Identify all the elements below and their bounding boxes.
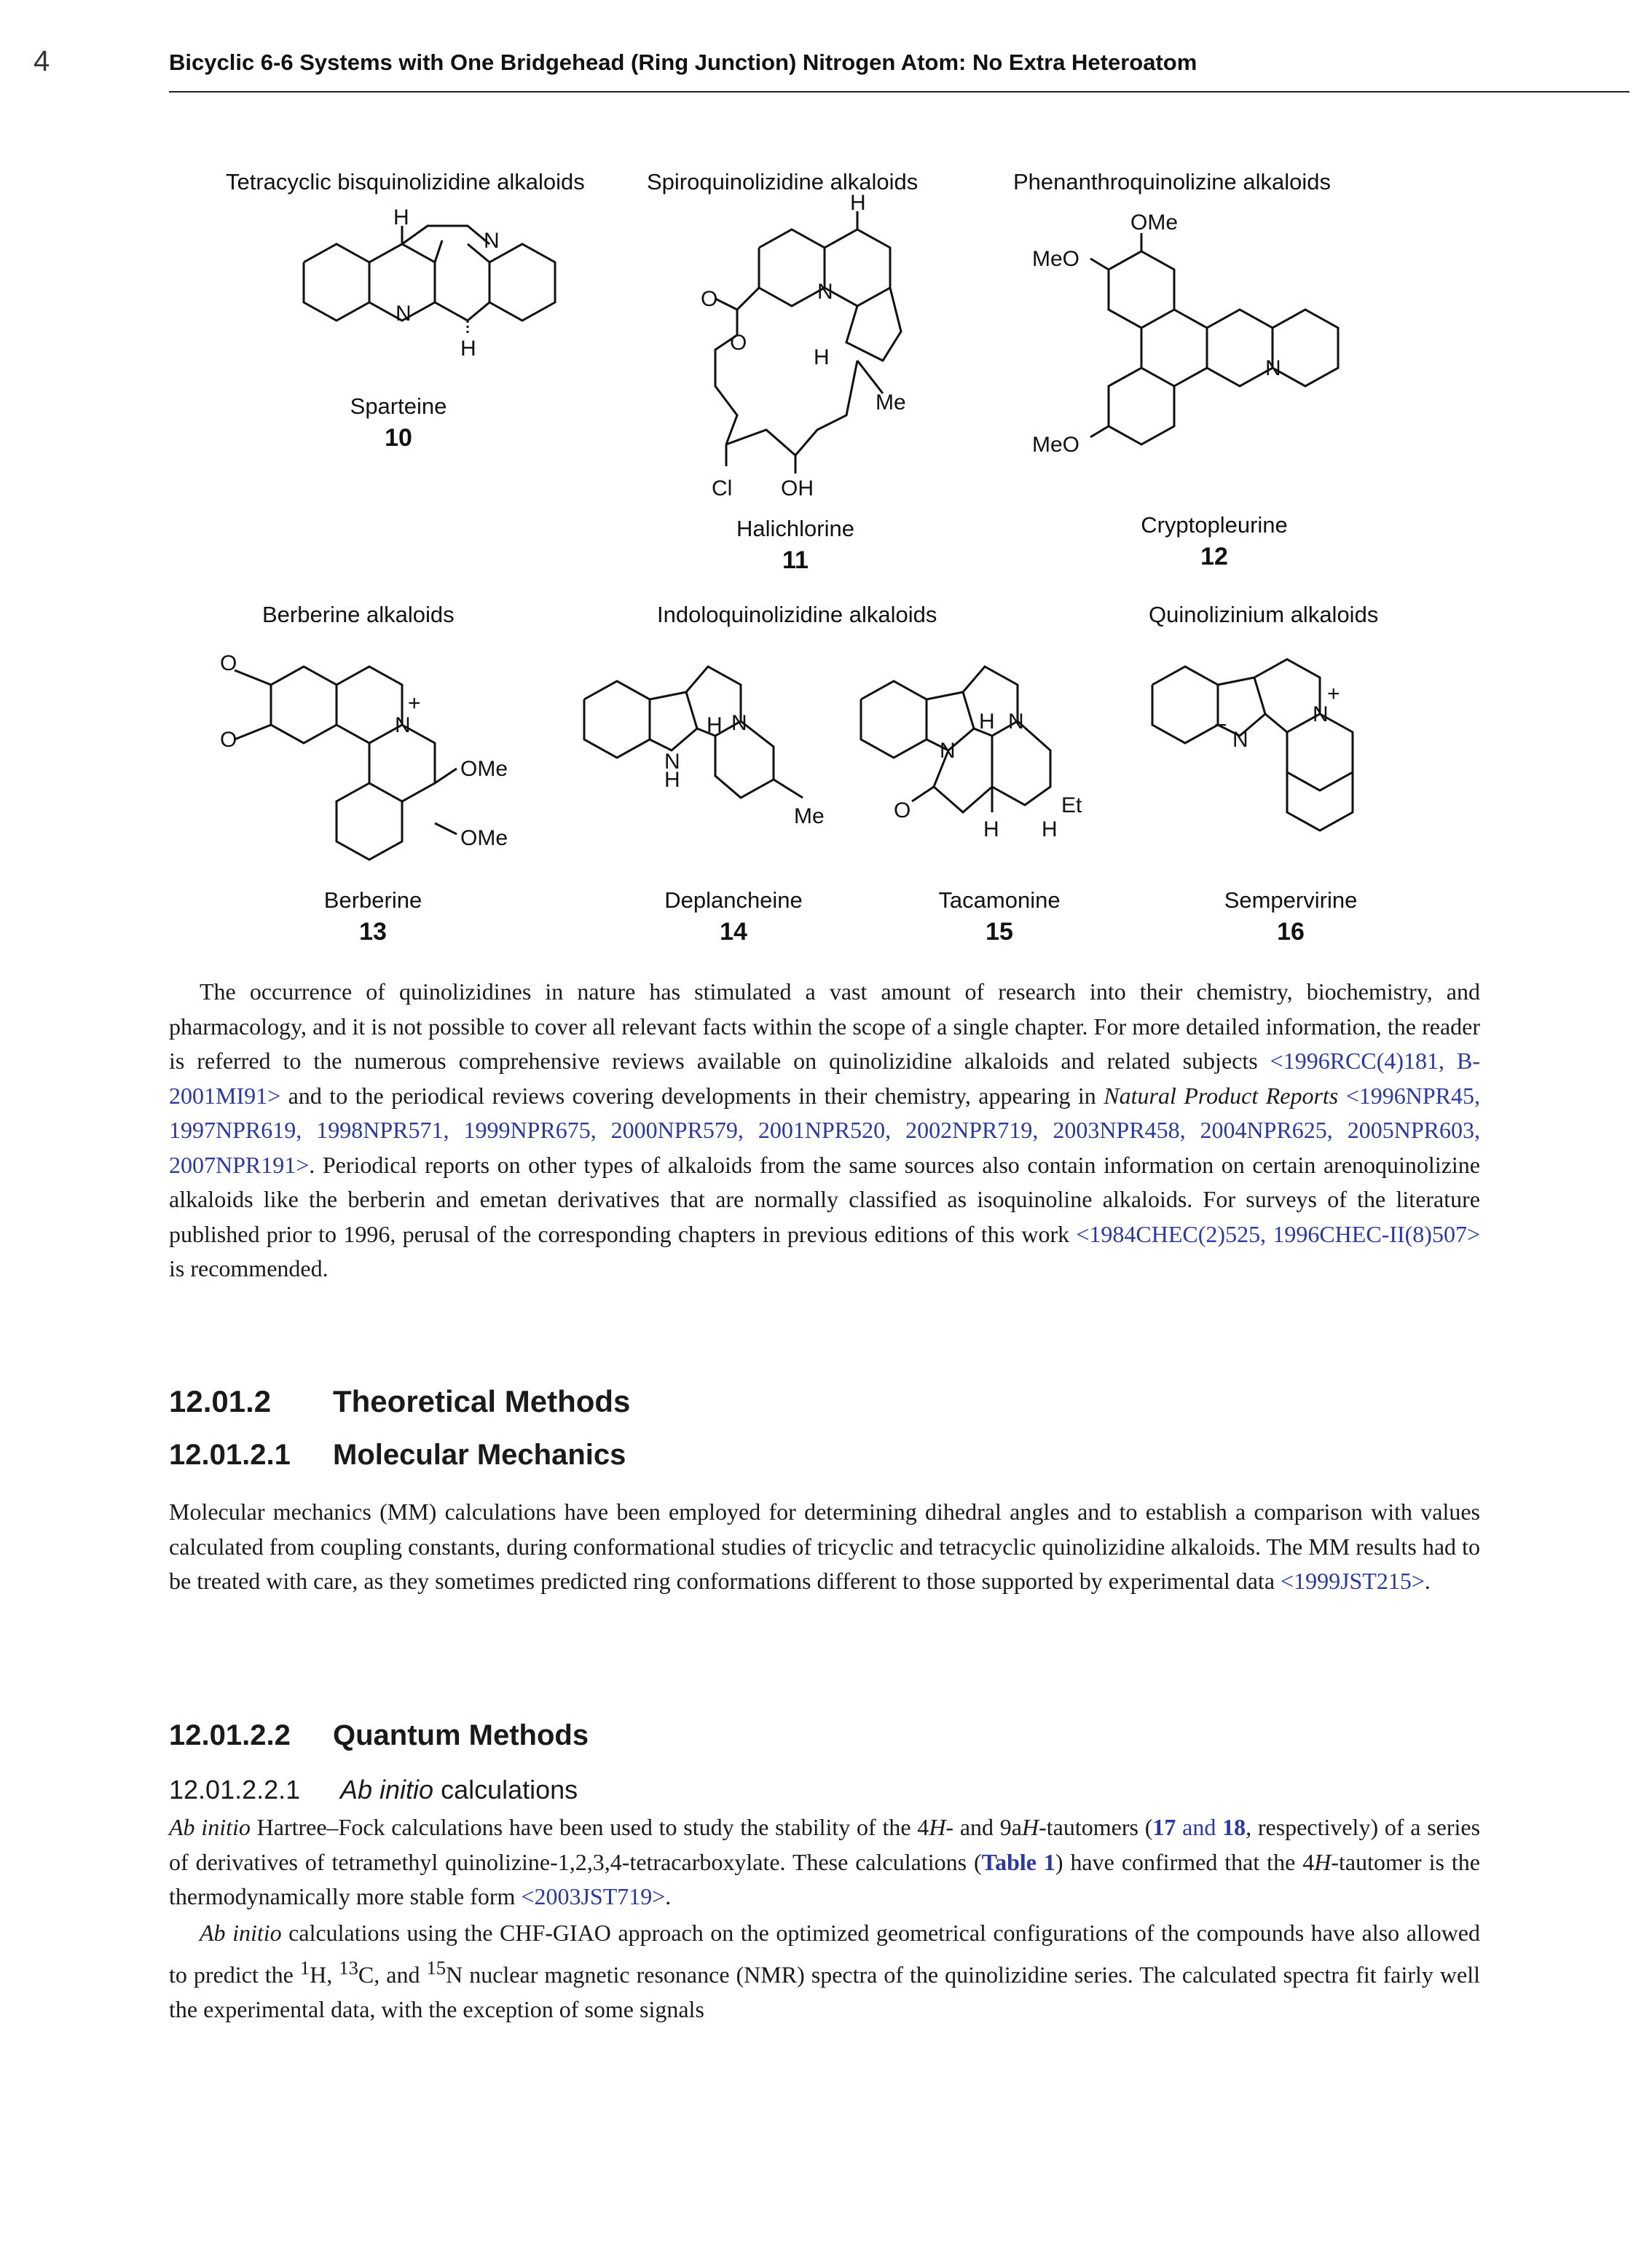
atom-h: H	[814, 345, 830, 369]
berberine-structure	[213, 641, 548, 881]
atom-n: N	[1008, 710, 1024, 734]
atom-me: Me	[794, 804, 825, 828]
page-number: 4	[34, 45, 50, 77]
atom-meo: MeO	[1032, 433, 1080, 457]
citation-link[interactable]: <1996NPR45, 1997NPR619, 1998NPR571, 1999NPR675, 2000NPR579, 2001NPR520, 2002NPR719, 2003NPR458, 2004NPR625, 2005NPR603, 2007NPR191>	[169, 1082, 1480, 1178]
alkaloid-structures-figure	[169, 153, 1480, 969]
atom-n: N	[731, 711, 747, 735]
atom-h: H	[664, 768, 680, 792]
compound-name: Deplancheine	[664, 887, 803, 913]
atom-o: O	[894, 798, 911, 822]
atom-h: H	[707, 713, 723, 737]
atom-ome: OMe	[460, 826, 508, 850]
caption-quinolizinium: Quinolizinium alkaloids	[1149, 602, 1379, 627]
compound-name: Tacamonine	[938, 887, 1061, 913]
atom-h: H	[1042, 817, 1058, 841]
citation-link[interactable]: <1999JST215>	[1281, 1568, 1425, 1594]
atom-n: N	[1232, 728, 1248, 752]
atom-n: N	[1265, 356, 1281, 380]
atom-h: H	[393, 205, 409, 229]
compound-number: 11	[782, 546, 809, 574]
atom-oh: OH	[781, 476, 814, 500]
atom-n: N	[396, 302, 412, 326]
compound-link[interactable]: 18	[1222, 1814, 1246, 1840]
caption-spiroquinolizidine: Spiroquinolizidine alkaloids	[647, 169, 919, 195]
cryptopleurine-structure	[1025, 204, 1345, 510]
body-paragraph-mm: Molecular mechanics (MM) calculations have been employed for determining dihedral angles and to establish a comparison with values calculated from coupling constants, during conformational studies of tricyclic and tetracyclic quinolizidine alkaloids. The MM results had to be treated with care, as they sometimes predicted ring conformations different to those supported by experimental data <1999JST215>.	[169, 1499, 1480, 1594]
subsection-heading: 12.01.2.1 Molecular Mechanics	[169, 1439, 626, 1471]
atom-n: N	[1313, 702, 1329, 726]
compound-name: Halichlorine	[736, 516, 854, 541]
atom-n: N	[664, 750, 680, 774]
charge-plus: +	[408, 691, 421, 715]
atom-h: H	[850, 191, 866, 215]
citation-link[interactable]: <1984CHEC(2)525, 1996CHEC-II(8)507>	[1076, 1220, 1481, 1247]
compound-number: 16	[1277, 918, 1305, 946]
running-title: Bicyclic 6-6 Systems with One Bridgehead (Ring Junction) Nitrogen Atom: No Extra Heteroatom	[169, 50, 1197, 75]
compound-number: 13	[359, 918, 387, 946]
sempervirine-structure	[1145, 641, 1451, 881]
atom-h: H	[983, 817, 999, 841]
atom-meo: MeO	[1032, 247, 1080, 271]
atom-cl: Cl	[712, 476, 733, 500]
body-paragraph-abinitio: Ab initio Hartree–Fock calculations have been used to study the stability of the 4H- and 9aH-tautomers (17 and 18, respectively) of a series of derivatives of tetramethyl quinolizine-1,2,3,4-tetracarboxylate. These calculations (Table 1) have confirmed that the 4H-tautomer is the thermodynamically more stable form <2003JST719>.	[169, 1814, 1481, 1909]
charge-minus: −	[1214, 713, 1227, 737]
compound-number: 14	[720, 918, 747, 946]
sparteine-structure	[300, 205, 577, 361]
atom-n: N	[817, 280, 833, 304]
atom-h: H	[460, 337, 476, 361]
atom-me: Me	[876, 390, 906, 415]
subsection-heading: 12.01.2.2 Quantum Methods	[169, 1719, 589, 1751]
atom-ome: OMe	[1130, 211, 1179, 235]
atom-o: O	[701, 287, 718, 311]
atom-o: O	[730, 331, 747, 355]
header-rule	[169, 91, 1629, 93]
subsubsection-heading: 12.01.2.2.1 Ab initio calculations	[169, 1775, 578, 1805]
atom-et: Et	[1061, 793, 1082, 817]
atom-h: H	[979, 710, 995, 734]
atom-n: N	[940, 739, 956, 763]
body-paragraph-nmr: Ab initio calculations using the CHF-GIAO approach on the optimized geometrical configurations of the compounds have also allowed to predict the $^1$H, $^{13}$C, and $^{15}$N nuclear magnetic resonance (NMR) spectra of the quinolizidine series. The calculated spectra fit fairly well the experimental data, with the exception of some signals	[169, 1920, 1481, 2022]
atom-ome: OMe	[460, 757, 508, 781]
halichlorine-structure	[672, 191, 934, 510]
atom-n: N	[484, 229, 500, 253]
compound-name: Cryptopleurine	[1141, 512, 1288, 538]
compound-number: 12	[1200, 543, 1228, 570]
atom-o: O	[220, 651, 237, 675]
compound-name: Sparteine	[350, 393, 447, 419]
charge-plus: +	[1327, 682, 1340, 706]
atom-o: O	[220, 728, 237, 752]
caption-berberine: Berberine alkaloids	[262, 602, 455, 627]
citation-link[interactable]: <1996RCC(4)181, B-2001MI91>	[169, 1048, 1481, 1109]
citation-link[interactable]: <2003JST719>	[521, 1883, 666, 1909]
deplancheine-structure	[577, 648, 883, 889]
caption-phenanthroquinolizine: Phenanthroquinolizine alkaloids	[1013, 169, 1332, 195]
page-header	[0, 0, 1652, 102]
compound-number: 15	[986, 918, 1013, 946]
caption-indoloquinolizidine: Indoloquinolizidine alkaloids	[657, 602, 937, 627]
section-heading: 12.01.2 Theoretical Methods	[169, 1384, 631, 1418]
atom-n: N	[395, 713, 411, 737]
compound-name: Sempervirine	[1224, 887, 1358, 913]
compound-link[interactable]: 17	[1152, 1814, 1176, 1840]
compound-number: 10	[385, 424, 412, 452]
tacamonine-structure	[854, 656, 1160, 896]
table-link[interactable]: Table 1	[981, 1848, 1055, 1875]
caption-bisquinolizidine: Tetracyclic bisquinolizidine alkaloids	[226, 169, 585, 195]
body-paragraph-intro: The occurrence of quinolizidines in nature has stimulated a vast amount of research into their chemistry, biochemistry, and pharmacology, and it is not possible to cover all relevant facts within the scope of a single chapter. For more detailed information, the reader is referred to the numerous comprehensive reviews available on quinolizidine alkaloids and related subjects <1996RCC(4)181, B-2001MI91> and to the periodical reviews covering developments in their chemistry, appearing in Natural Product Reports <1996NPR45, 1997NPR619, 1998NPR571, 1999NPR675, 2000NPR579, 2001NPR520, 2002NPR719, 2003NPR458, 2004NPR625, 2005NPR603, 2007NPR191>. Periodical reports on other types of alkaloids from the same sources also contain information on certain arenoquinolizine alkaloids like the berberin and emetan derivatives that are normally classified as isoquinoline alkaloids. For surveys of the literature published prior to 1996, perusal of the corresponding chapters in previous editions of this work <1984CHEC(2)525, 1996CHEC-II(8)507> is recommended.	[169, 978, 1481, 1281]
compound-name: Berberine	[323, 887, 422, 913]
